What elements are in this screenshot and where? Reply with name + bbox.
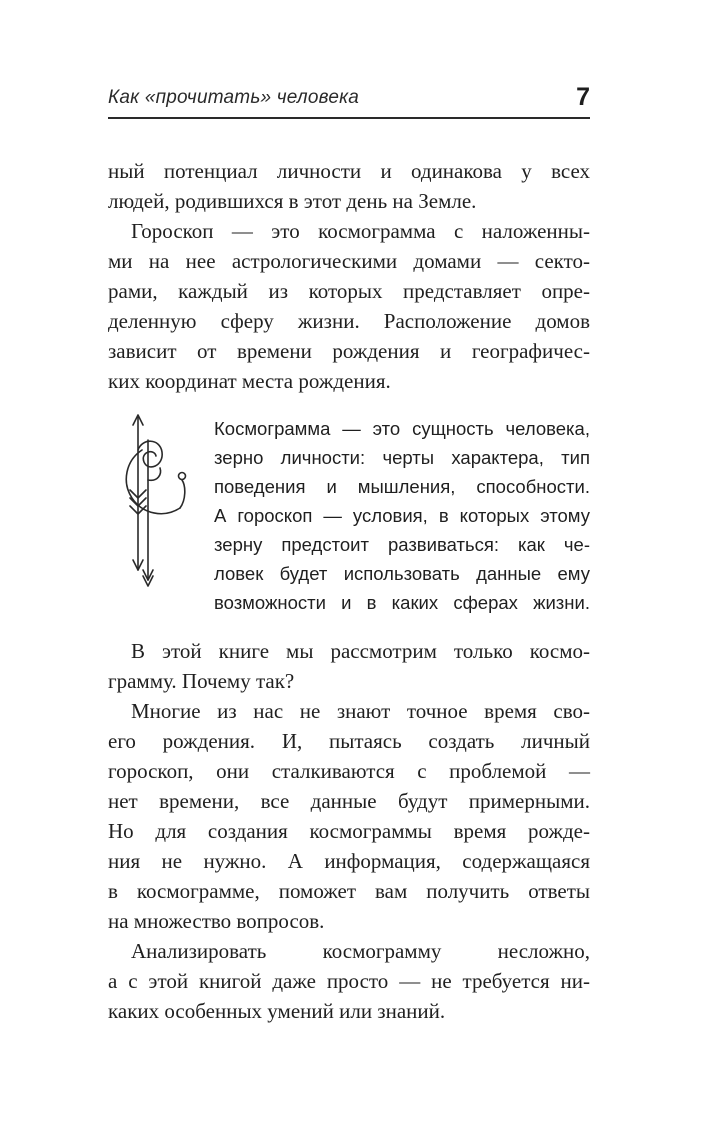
text-line: в космограмме, поможет вам получить ответы	[108, 879, 590, 903]
paragraph	[108, 696, 590, 936]
text-line: а с этой книгой даже просто — не требуется ни-	[108, 969, 590, 993]
page-header	[108, 83, 590, 115]
text-line: гороскоп, они сталкиваются с проблемой —	[108, 759, 590, 783]
text-line: зерно личности: черты характера, тип	[214, 447, 590, 468]
text-line: Космограмма — это сущность человека,	[214, 418, 590, 439]
text-line: Многие из нас не знают точное время сво-	[131, 699, 590, 723]
text-line: его рождения. И, пытаясь создать личный	[108, 729, 590, 753]
text-line: А гороскоп — условия, в которых этому	[214, 505, 590, 526]
running-title: Как «прочитать» человека	[108, 87, 360, 108]
text-line: возможности и в каких сферах жизни.	[214, 592, 590, 613]
header-rule	[108, 117, 590, 119]
text-line: Гороскоп — это космограмма с наложенны-	[131, 219, 590, 243]
page-number: 7	[576, 83, 590, 111]
text-line: ния не нужно. А информация, содержащаяся	[108, 849, 590, 873]
body-text-top	[108, 156, 590, 396]
text-line: Но для создания космограммы время рожде-	[108, 819, 590, 843]
text-line: деленную сферу жизни. Расположение домов	[108, 309, 590, 333]
text-line: зерну предстоит развиваться: как че-	[214, 534, 590, 555]
paragraph	[108, 156, 590, 216]
text-line: поведения и мышления, способности.	[214, 476, 590, 497]
callout-text	[214, 414, 590, 617]
astrology-symbol-icon	[102, 410, 202, 590]
paragraph	[108, 216, 590, 396]
text-line: Анализировать космограмму несложно,	[131, 939, 590, 963]
text-line: В этой книге мы рассмотрим только космо-	[131, 639, 590, 663]
text-line: на множество вопросов.	[108, 909, 325, 933]
text-line: зависит от времени рождения и географичес-	[108, 339, 590, 363]
text-line: грамму. Почему так?	[108, 669, 295, 693]
text-line: нет времени, все данные будут примерными.	[108, 789, 590, 813]
text-line: ловек будет использовать данные ему	[214, 563, 590, 584]
text-line: ный потенциал личности и одинакова у всех	[108, 159, 590, 183]
paragraph	[108, 936, 590, 1026]
body-text-bottom	[108, 636, 590, 1026]
text-line: каких особенных умений или знаний.	[108, 999, 446, 1023]
text-line: ми на нее астрологическими домами — секто-	[108, 249, 590, 273]
text-line: ких координат места рождения.	[108, 369, 391, 393]
text-line: рами, каждый из которых представляет опре-	[108, 279, 590, 303]
paragraph	[108, 636, 590, 696]
text-line: людей, родившихся в этот день на Земле.	[108, 189, 477, 213]
